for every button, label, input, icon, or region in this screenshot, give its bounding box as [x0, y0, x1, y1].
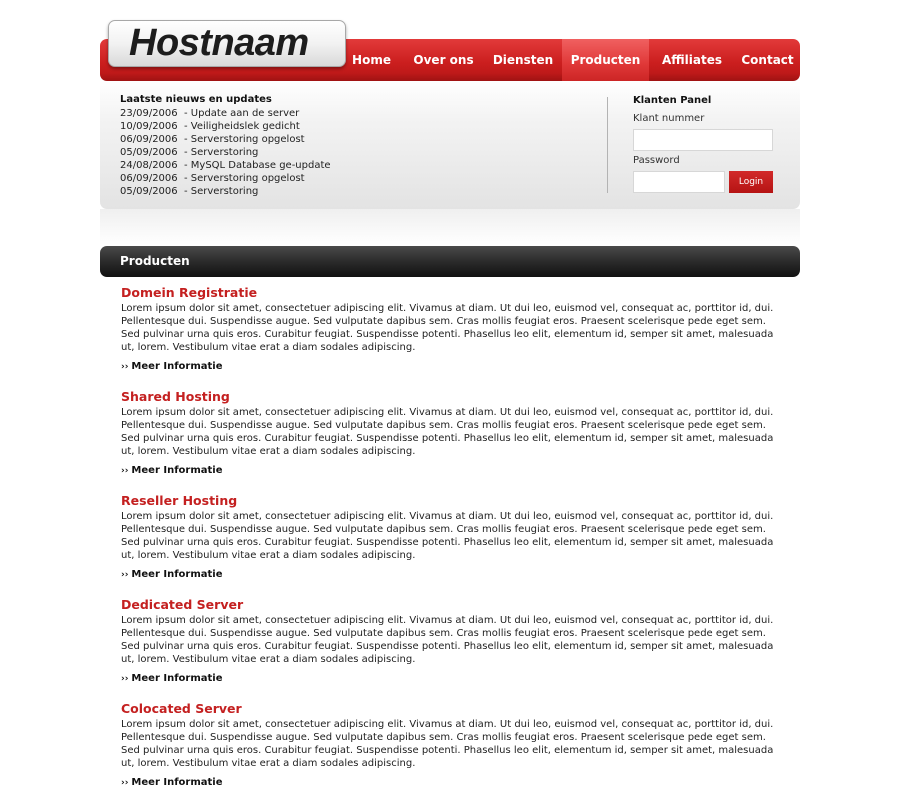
- more-info-label: Meer Informatie: [131, 569, 223, 580]
- product-title: Shared Hosting: [121, 389, 230, 404]
- product-item: [121, 597, 791, 686]
- section-header-bar: [100, 246, 800, 277]
- product-item: [121, 389, 791, 478]
- customer-number-input[interactable]: [633, 129, 773, 151]
- product-item: [121, 701, 791, 790]
- nav-item-producten[interactable]: Producten: [562, 39, 649, 81]
- product-description: Lorem ipsum dolor sit amet, consectetuer adipiscing elit. Vivamus at diam. Ut dui leo, euismod vel, consequat ac, porttitor id, dui. Pellentesque dui. Suspendisse augue. Sed vulputate dapibus sem. Cras mollis feugiat eros. Praesent scelerisque pede eget sem. Sed pulvinar urna quis eros. Curabitur feugiat. Suspendisse potenti. Phasellus leo elit, elementum id, semper sit amet, malesuada ut, lorem. Vestibulum vitae erat a diam sodales adipiscing.: [121, 407, 774, 457]
- double-chevron-icon: ››: [121, 570, 129, 580]
- product-title: Domein Registratie: [121, 285, 258, 300]
- info-panel-fade: [100, 209, 800, 245]
- product-description: Lorem ipsum dolor sit amet, consectetuer adipiscing elit. Vivamus at diam. Ut dui leo, euismod vel, consequat ac, porttitor id, dui. Pellentesque dui. Suspendisse augue. Sed vulputate dapibus sem. Cras mollis feugiat eros. Praesent scelerisque pede eget sem. Sed pulvinar urna quis eros. Curabitur feugiat. Suspendisse potenti. Phasellus leo elit, elementum id, semper sit amet, malesuada ut, lorem. Vestibulum vitae erat a diam sodales adipiscing.: [121, 303, 774, 353]
- logo[interactable]: [108, 20, 346, 67]
- news-item: 06/09/2006 - Serverstoring opgelost: [120, 134, 305, 145]
- product-item: [121, 493, 791, 582]
- client-panel-title: Klanten Panel: [633, 95, 712, 106]
- news-item: 23/09/2006 - Update aan de server: [120, 108, 300, 119]
- logo-text: Hostnaam: [129, 22, 309, 64]
- news-item: 06/09/2006 - Serverstoring opgelost: [120, 173, 305, 184]
- more-info-label: Meer Informatie: [131, 465, 223, 476]
- login-button[interactable]: Login: [729, 171, 773, 193]
- more-info-link[interactable]: [121, 464, 223, 478]
- news-list: [120, 107, 331, 198]
- more-info-link[interactable]: [121, 568, 223, 582]
- news-item: 05/09/2006 - Serverstoring: [120, 147, 259, 158]
- double-chevron-icon: ››: [121, 778, 129, 788]
- more-info-label: Meer Informatie: [131, 777, 223, 788]
- product-item: [121, 285, 791, 374]
- more-info-link[interactable]: [121, 672, 223, 686]
- panel-divider: [607, 97, 608, 193]
- product-title: Colocated Server: [121, 701, 242, 716]
- more-info-label: Meer Informatie: [131, 361, 223, 372]
- news-title: Laatste nieuws en updates: [120, 94, 272, 105]
- product-description: Lorem ipsum dolor sit amet, consectetuer adipiscing elit. Vivamus at diam. Ut dui leo, euismod vel, consequat ac, porttitor id, dui. Pellentesque dui. Suspendisse augue. Sed vulputate dapibus sem. Cras mollis feugiat eros. Praesent scelerisque pede eget sem. Sed pulvinar urna quis eros. Curabitur feugiat. Suspendisse potenti. Phasellus leo elit, elementum id, semper sit amet, malesuada ut, lorem. Vestibulum vitae erat a diam sodales adipiscing.: [121, 511, 774, 561]
- double-chevron-icon: ››: [121, 466, 129, 476]
- nav-item-home[interactable]: Home: [352, 53, 391, 67]
- product-title: Dedicated Server: [121, 597, 244, 612]
- more-info-link[interactable]: [121, 776, 223, 790]
- nav-item-contact[interactable]: Contact: [741, 53, 794, 67]
- nav-item-diensten[interactable]: Diensten: [492, 53, 554, 67]
- news-item: 24/08/2006 - MySQL Database ge-update: [120, 160, 331, 171]
- product-description: Lorem ipsum dolor sit amet, consectetuer adipiscing elit. Vivamus at diam. Ut dui leo, euismod vel, consequat ac, porttitor id, dui. Pellentesque dui. Suspendisse augue. Sed vulputate dapibus sem. Cras mollis feugiat eros. Praesent scelerisque pede eget sem. Sed pulvinar urna quis eros. Curabitur feugiat. Suspendisse potenti. Phasellus leo elit, elementum id, semper sit amet, malesuada ut, lorem. Vestibulum vitae erat a diam sodales adipiscing.: [121, 615, 774, 665]
- main-nav: [340, 39, 800, 81]
- more-info-link[interactable]: [121, 360, 223, 374]
- product-title: Reseller Hosting: [121, 493, 238, 508]
- password-label: Password: [633, 155, 680, 166]
- double-chevron-icon: ››: [121, 674, 129, 684]
- password-input[interactable]: [633, 171, 725, 193]
- news-item: 10/09/2006 - Veiligheidslek gedicht: [120, 121, 300, 132]
- nav-item-affiliates[interactable]: Affiliates: [661, 53, 722, 67]
- more-info-label: Meer Informatie: [131, 673, 223, 684]
- nav-item-over-ons[interactable]: Over ons: [413, 53, 474, 67]
- customer-number-label: Klant nummer: [633, 113, 705, 124]
- news-item: 05/09/2006 - Serverstoring: [120, 186, 259, 197]
- double-chevron-icon: ››: [121, 362, 129, 372]
- section-title: Producten: [120, 254, 190, 268]
- product-description: Lorem ipsum dolor sit amet, consectetuer adipiscing elit. Vivamus at diam. Ut dui leo, euismod vel, consequat ac, porttitor id, dui. Pellentesque dui. Suspendisse augue. Sed vulputate dapibus sem. Cras mollis feugiat eros. Praesent scelerisque pede eget sem. Sed pulvinar urna quis eros. Curabitur feugiat. Suspendisse potenti. Phasellus leo elit, elementum id, semper sit amet, malesuada ut, lorem. Vestibulum vitae erat a diam sodales adipiscing.: [121, 719, 774, 769]
